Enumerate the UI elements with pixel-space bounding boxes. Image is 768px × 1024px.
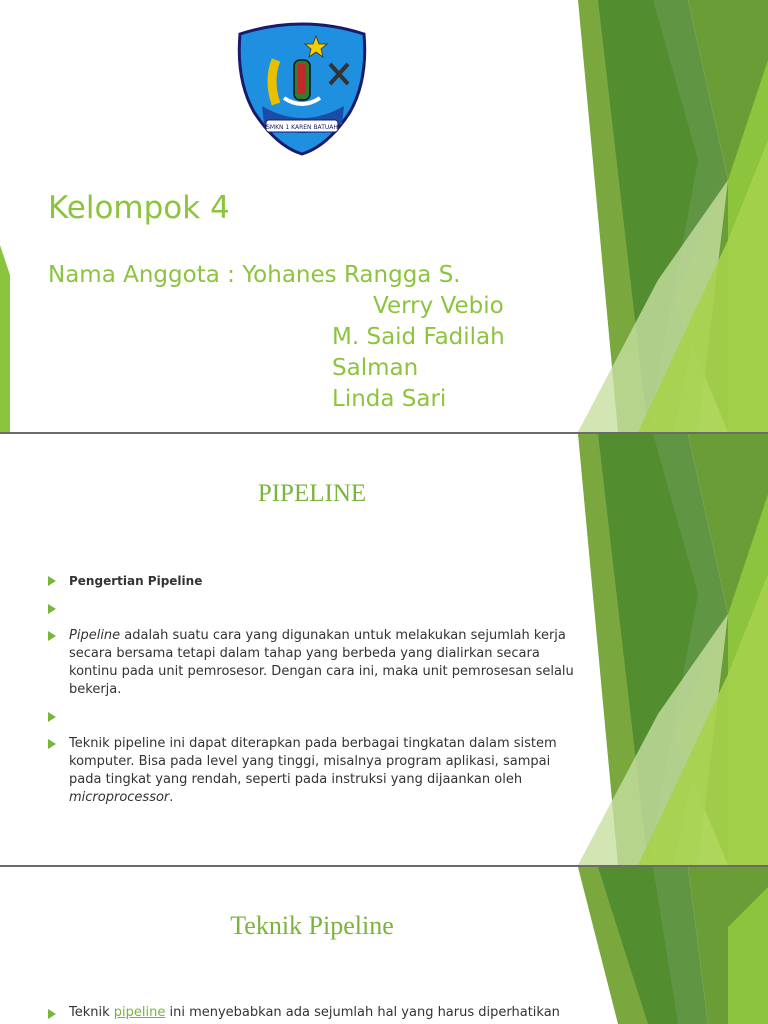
green-decoration xyxy=(578,867,768,1024)
list-item: Pengertian Pipeline xyxy=(48,572,578,591)
slide-3 xyxy=(0,867,768,1024)
bullet-arrow-icon xyxy=(48,604,56,614)
slide-1 xyxy=(0,0,768,432)
bullet-arrow-icon xyxy=(48,1009,56,1019)
bullet-arrow-icon xyxy=(48,631,56,641)
list-item xyxy=(48,600,578,618)
members-label: Nama Anggota : xyxy=(48,262,243,288)
member-name: M. Said Fadilah xyxy=(332,324,505,350)
slide-title: Kelompok 4 xyxy=(48,190,230,226)
green-decoration xyxy=(578,0,768,432)
slide-2 xyxy=(0,434,768,865)
slide-title: PIPELINE xyxy=(257,480,367,507)
bullet-arrow-icon xyxy=(48,739,56,749)
bullet-arrow-icon xyxy=(48,576,56,586)
bullet-list xyxy=(48,572,578,816)
logo-caption: SMKN 1 KAREN BATUAH xyxy=(266,124,338,131)
left-accent-bar xyxy=(0,245,10,432)
bullet-arrow-icon xyxy=(48,712,56,722)
member-name: Yohanes Rangga S. xyxy=(242,262,461,288)
school-logo xyxy=(232,20,372,160)
list-item: Pipeline adalah suatu cara yang digunakan untuk melakukan sejumlah kerja secara bersama tetapi dalam tahap yang berbeda yang dialirkan secara kontinu pada unit pemrosesor. Dengan cara ini, maka unit pemrosesan selalu bekerja. xyxy=(48,627,578,699)
pipeline-link[interactable]: pipeline xyxy=(113,1005,166,1020)
list-item: Teknik pipeline ini menyebabkan ada sejumlah hal yang harus diperhatikan xyxy=(48,1005,599,1020)
member-name: Linda Sari xyxy=(332,386,447,412)
slide-title: Teknik Pipeline xyxy=(230,911,394,940)
member-name: Salman xyxy=(332,355,419,381)
member-name: Verry Vebio xyxy=(373,293,504,319)
list-item xyxy=(48,708,578,726)
list-item: Teknik pipeline ini dapat diterapkan pada berbagai tingkatan dalam sistem komputer. Bisa pada level yang tinggi, misalnya program aplikasi, sampai pada tingkat yang rendah, seperti pada instruksi yang dijaankan oleh microprocessor. xyxy=(48,735,578,807)
